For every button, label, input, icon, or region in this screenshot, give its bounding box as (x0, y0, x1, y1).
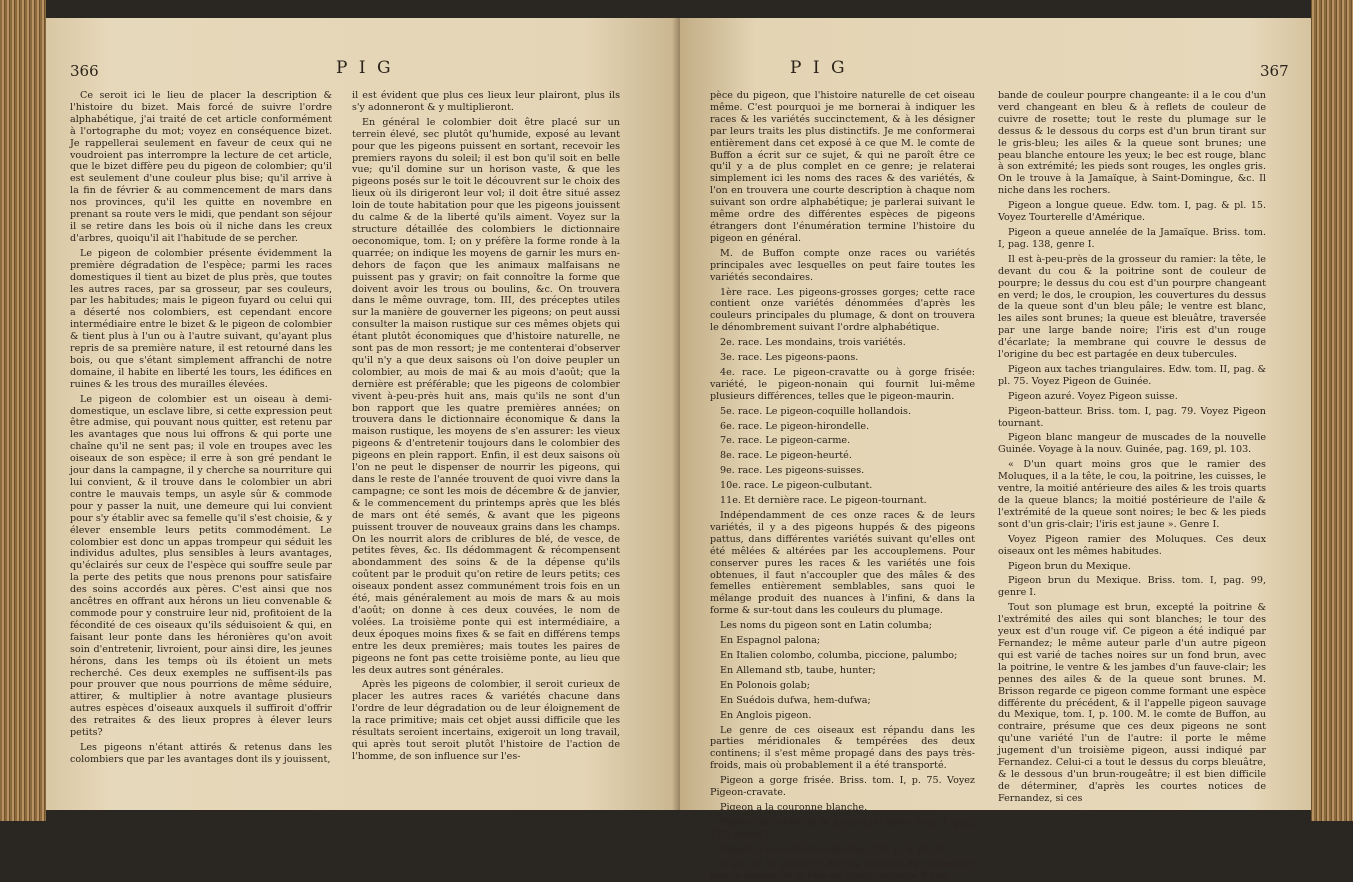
paragraph: Pigeon a la couronne blanche. (720, 801, 868, 813)
paragraph: Après les pigeons de colombier, il seroit curieux de placer les autres races & variétés chacune dans l'ordre de leur dégradation ou de leur éloignement de la race primitive; mais cet objet aussi difficile que les résultats seroient incertains, exigeroit un long travail, qui après tout seroit plutôt l'histoire de l'action de l'homme, de son influence sur l'es- (352, 679, 620, 762)
paragraph: Voyez Pigeon ramier des Moluques. Ces deux oiseaux ont les mêmes habitudes. (998, 533, 1266, 557)
paragraph: Pigeon a longue queue. Edw. tom. I, pag. & pl. 15. Voyez Tourterelle d'Amérique. (998, 200, 1266, 224)
paragraph: 4e. race. Le pigeon-cravatte ou à gorge frisée: variété, le pigeon-nonain qui fournit lui-même plusieurs différences, telles que le pigeon-maurin. (710, 366, 975, 402)
paragraph: Il est à-peu-près de la grosseur du ramier: la tête, le devant du cou & la poitrine sont de couleur de pourpre; le dessus du cou est d'un pourpre changeant en verd; le dos, le croupion, les couvertures du dessus de la queue sont d'un bleu pâle; le ventre est blanc, les ailes sont brunes; la queue est bleuâtre, traversée par une large bande noire; l'iris est d'un rouge d'écarlate; la membrane qui couvre le dessus de l'origine du bec est partagée en deux tubercules. (998, 253, 1266, 361)
paragraph: Pigeon à la couronne blanche. Cat. p. & pl. 25. (720, 843, 948, 855)
column-left (710, 90, 975, 882)
paragraph: En Polonois golab; (720, 679, 810, 691)
paragraph: Pigeon a queue annelée de la Jamaïque. Briss. tom. I, pag. 138, genre I. (998, 226, 1266, 250)
paragraph: 2e. race. Les mondains, trois variétés. (720, 337, 906, 349)
paragraph: En général le colombier doit être placé sur un terrein élevé, sec plutôt qu'humide, exposé au levant pour que les pigeons puissent en sortant, recevoir les premiers rayons du soleil; il est bon qu'il soit en belle vue; qu'il domine sur un horison vaste, & que les pigeons posés sur le toit le découvrent sur le choix des lieux où ils dirigeront leur vol; il doit être situé assez loin de toute habitation pour que les pigeons jouissent du calme & de la liberté qu'ils aiment. Voyez sur la structure détaillée des colombiers le dictionnaire oeconomique, tom. I; on y préfère la forme ronde à la quarrée; on indique les moyens de garnir les murs en-dehors de façon que les animaux malfaisans ne puissent pas y gravir; on fait connoître la forme que doivent avoir les trous ou boulins, &c. On trouvera dans le même ouvrage, tom. III, des préceptes utiles sur la manière de gouverner les pigeons; on peut aussi consulter la maison rustique sur ces mêmes objets qui étant plutôt économiques que d'histoire naturelle, ne sont pas de mon ressort; je me contenterai d'observer qu'il n'y a que deux saisons où l'on doive peupler un colombier, au mois de mai & au mois d'août; que la dernière est préférable; que les pigeons de colombier vivent à-peu-près huit ans, mais qu'ils ne sont d'un bon rapport que les quatre premières années; on trouvera dans le dictionnaire économique & dans la maison rustique, les moyens de s'en assurer: les vieux pigeons & d'entretenir toujours dans le colombier des pigeons en plein rapport. Enfin, il est deux saisons où l'on ne peut le dispenser de nourrir les pigeons, qui dans le reste de l'année trouvent de quoi vivre dans la campagne; ce sont les mois de décembre & de janvier, & le commencement du printemps après que les blés de mars ont été semés, & avant que les pigeons puissent trouver de nouveaux grains dans les champs. On les nourrit alors de criblures de blé, de vesce, de petites fèves, &c. Ils dédommagent & récompensent abondamment des soins & de la dépense qu'ils coûtent par le produit qu'on retire de leurs petits; ces oiseaux pondent assez communément trois fois en un été, mais généralement au mois de mars & au mois d'août; on donne à ces deux couvées, le nom de volées. La troisième ponte qui est intermédiaire, a deux époques moins fixes & se fait en différens temps entre les deux premières; mais toutes les paires de pigeons ne font pas cette troisième ponte, au lieu que les deux autres sont générales. (352, 116, 620, 676)
paragraph: En Allemand stb, taube, hunter; (720, 664, 876, 676)
paragraph: Tout son plumage est brun, excepté la poitrine & l'extrémité des ailes qui sont blanches; le tour des yeux est d'un rouge vif. Ce pigeon a été indiqué par Fernandez; le même auteur parle d'un autre pigeon qui est varié de taches noires sur un fond brun, avec la poitrine, le ventre & les jambes d'un fauve-clair; les pennes des ailes & de la queue sont brunes. M. Brisson regarde ce pigeon comme formant une espèce différente du précédent, & il l'appelle pigeon sauvage du Mexique, tom. I, p. 100. M. le comte de Buffon, au contraire, présume que ces deux pigeons ne sont qu'une variété l'un de l'autre: il porte le même jugement d'un troisième pigeon, aussi indiqué par Fernandez. Celui-ci a tout le dessus du corps bleuâtre, & le dessous d'un brun-rougeâtre; il est bien difficile de déterminer, d'après les courtes notices de Fernandez, si ces (998, 602, 1266, 804)
paragraph: Pigeon a gorge frisée. Briss. tom. I, p. 75. Voyez Pigeon-cravate. (710, 775, 975, 799)
paragraph: Pigeon brun du Mexique. Briss. tom. I, pag. 99, genre I. (998, 575, 1266, 599)
paragraph: Pigeon brun du Mexique. (1008, 560, 1131, 572)
paragraph: 5e. race. Le pigeon-coquille hollandois. (720, 405, 912, 417)
paragraph: Les pigeons n'étant attirés & retenus dans les colombiers que par les avantages dont ils y jouissent, (70, 741, 332, 765)
paragraph: Les noms du pigeon sont en Latin columba; (720, 620, 932, 632)
paragraph: En Suédois dufwa, hem-dufwa; (720, 694, 871, 706)
paragraph: Ce seroit ici le lieu de placer la description & l'histoire du bizet. Mais forcé de suivre l'ordre alphabétique, j'ai traité de cet article conformément à l'ortographe du mot; voyez en conséquence bizet. Je rappellerai seulement en faveur de ceux qui ne voudroient pas interrompre la lecture de cet article, que le bizet diffère peu du pigeon de colombier; qu'il est seulement d'une couleur plus bise; qu'il arrive à la fin de février & au commencement de mars dans nos provinces, qu'il les quitte en novembre en prenant sa route vers le midi, que pendant son séjour il se retire dans les bois où il niche dans les creux d'arbres, quoiqu'il ait l'habitude de se percher. (70, 90, 332, 244)
page-number: 366 (70, 62, 99, 80)
paragraph: En Anglois pigeon. (720, 709, 812, 721)
paragraph: 10e. race. Le pigeon-culbutant. (720, 480, 873, 492)
column-left (70, 90, 332, 810)
paragraph: Il est de la grosseur de nos pigeons de colombier; tout le dessus de la tête est blanc, entouré d'une (710, 858, 975, 882)
paragraph: En Italien colombo, columba, piccione, palumbo; (720, 649, 958, 661)
paragraph: En Espagnol palona; (720, 635, 821, 647)
page-number: 367 (1260, 62, 1289, 80)
paragraph: 3e. race. Les pigeons-paons. (720, 352, 859, 364)
left-page-edges (0, 0, 46, 821)
paragraph: 1ère race. Les pigeons-grosses gorges; cette race contient onze variétés dénommées d'après les couleurs principales du plumage, & dont on trouvera le dénombrement suivant l'ordre alphabétique. (710, 286, 975, 334)
paragraph: Pigeon-batteur. Briss. tom. I, pag. 79. Voyez Pigeon tournant. (998, 405, 1266, 429)
paragraph: 9e. race. Les pigeons-suisses. (720, 465, 865, 477)
running-head: P I G (336, 58, 394, 78)
paragraph: Pigeon azuré. Voyez Pigeon suisse. (1008, 390, 1178, 402)
paragraph: M. de Buffon compte onze races ou variétés principales avec lesquelles on peut faire toutes les variétés secondaires. (710, 247, 975, 283)
right-page-edges (1311, 0, 1353, 821)
column-right (998, 90, 1266, 810)
paragraph: « D'un quart moins gros que le ramier des Moluques, il a la tête, le cou, la poitrine, les cuisses, le ventre, la moitié antérieure des ailes & les trois quarts de la queue blancs; la moitié postérieure de l'aile & l'extrémité de la queue sont noires; le bec & les pieds sont d'un gris-clair; l'iris est jaune ». Genre I. (998, 459, 1266, 530)
paragraph: Le genre de ces oiseaux est répandu dans les parties méridionales & tempérées des deux continens; il s'est même propagé dans des pays très-froids, mais où probablement il a été transporté. (710, 724, 975, 772)
left-page (46, 18, 680, 810)
paragraph: il est évident que plus ces lieux leur plairont, plus ils s'y adonneront & y multiplieront. (352, 90, 620, 113)
paragraph: bande de couleur pourpre changeante: il a le cou d'un verd changeant en bleu & à reflets de couleur de cuivre de rosette; tout le reste du plumage sur le dessus & le dessous du corps est d'un brun tirant sur le gris-bleu; les ailes & la queue sont brunes; une peau blanche entoure les yeux; le bec est rouge, blanc à son extrémité; les pieds sont rouges, les ongles gris. On le trouve à la Jamaïque, à Saint-Domingue, &c. Il niche dans les rochers. (998, 90, 1266, 197)
paragraph: Pigeon de roche de la Jamaïque. Briss. tom. I, pag. 137, genre I. (710, 816, 975, 840)
paragraph: 11e. Et dernière race. Le pigeon-tournant. (720, 495, 927, 507)
paragraph: Pigeon aux taches triangulaires. Edw. tom. II, pag. & pl. 75. Voyez Pigeon de Guinée. (998, 363, 1266, 387)
paragraph: Indépendamment de ces onze races & de leurs variétés, il y a des pigeons huppés & des pigeons pattus, dans différentes variétés suivant qu'elles ont été mêlées & altérées par les accouplemens. Pour conserver pures les races & les variétés une fois obtenues, il faut n'accoupler que des mâles & des femelles entièrement semblables, sans quoi le mélange produit des nuances à l'infini, & dans la forme & sur-tout dans les couleurs du plumage. (710, 510, 975, 617)
paragraph: pèce du pigeon, que l'histoire naturelle de cet oiseau même. C'est pourquoi je me bornerai à indiquer les races & les variétés succinctement, & à les désigner par leurs traits les plus distinctifs. Je me conformerai entièrement dans cet exposé à ce que M. le comte de Buffon a écrit sur ce sujet, & qui ne paroît être ce qu'il y a de plus complet en ce genre; je relaterai simplement ici les noms des races & des variétés, & l'on en trouvera une courte description à chaque nom suivant son ordre alphabétique; je parlerai suivant le même ordre des différentes espèces de pigeons étrangers dont l'énumération termine l'histoire du pigeon en général. (710, 90, 975, 244)
paragraph: Le pigeon de colombier présente évidemment la première dégradation de l'espèce; parmi les races domestiques il tient au bizet de plus près, que toutes les autres races, par sa grosseur, par ses couleurs, par les habitudes; mais le pigeon fuyard ou celui qui a déserté nos colombiers, est cependant encore intermédiaire entre le bizet & le pigeon de colombier & tient plus à l'un ou à l'autre suivant, qu'ayant plus repris de sa première nature, il est retourné dans les bois, ou que s'étant simplement affranchi de notre domaine, il habite en liberté les tours, les édifices en ruines & les trous des murailles élevées. (70, 247, 332, 390)
paragraph: 8e. race. Le pigeon-heurté. (720, 450, 852, 462)
paragraph: 6e. race. Le pigeon-hirondelle. (720, 420, 870, 432)
paragraph: Pigeon blanc mangeur de muscades de la nouvelle Guinée. Voyage à la nouv. Guinée, pag. 169, pl. 103. (998, 432, 1266, 456)
running-head: P I G (790, 58, 848, 78)
column-right (352, 90, 620, 810)
paragraph: 7e. race. Le pigeon-carme. (720, 435, 851, 447)
paragraph: Le pigeon de colombier est un oiseau à demi-domestique, un esclave libre, si cette expression peut être admise, qui pouvant nous quitter, est retenu par les avantages que nous lui offrons & qui porte une chaîne qu'il ne sent pas; il vole en troupes avec les oiseaux de son espèce; il erre à son gré pendant le jour dans la campagne, il y cherche sa nourriture qui lui convient, & il trouve dans le colombier un abri contre le mauvais temps, un asyle sûr & commode pour y passer la nuit, une demeure qui lui convient pour s'y établir avec sa femelle qu'il s'est choisie, & y élever ensemble leurs petits commodément. Le colombier est donc un appas trompeur qui séduit les individus adultes, plus sensibles à leurs avantages, qu'éclairés sur ceux de l'espèce qui souffre seule par la perte des petits que nous prenons pour satisfaire des soins accordés aux pères. C'est ainsi que nos ancêtres en offrant aux hérons un lieu convenable & commode pour y construire leur nid, profitoient de la fécondité de ces oiseaux qu'ils séduisoient & qui, en faisant leur ponte dans les héronières qu'on avoit soin d'entretenir, livroient, pour ainsi dire, les jeunes hérons, dans les temps où ils étoient un mets recherché. Ces deux exemples ne suffisent-ils pas pour prouver que nous pourrions de même séduire, attirer, & multiplier à notre avantage plusieurs autres espèces d'oiseaux auxquels il suffiroit d'offrir des retraites & des lieux propres à élever leurs petits? (70, 393, 332, 739)
right-page (680, 18, 1311, 882)
